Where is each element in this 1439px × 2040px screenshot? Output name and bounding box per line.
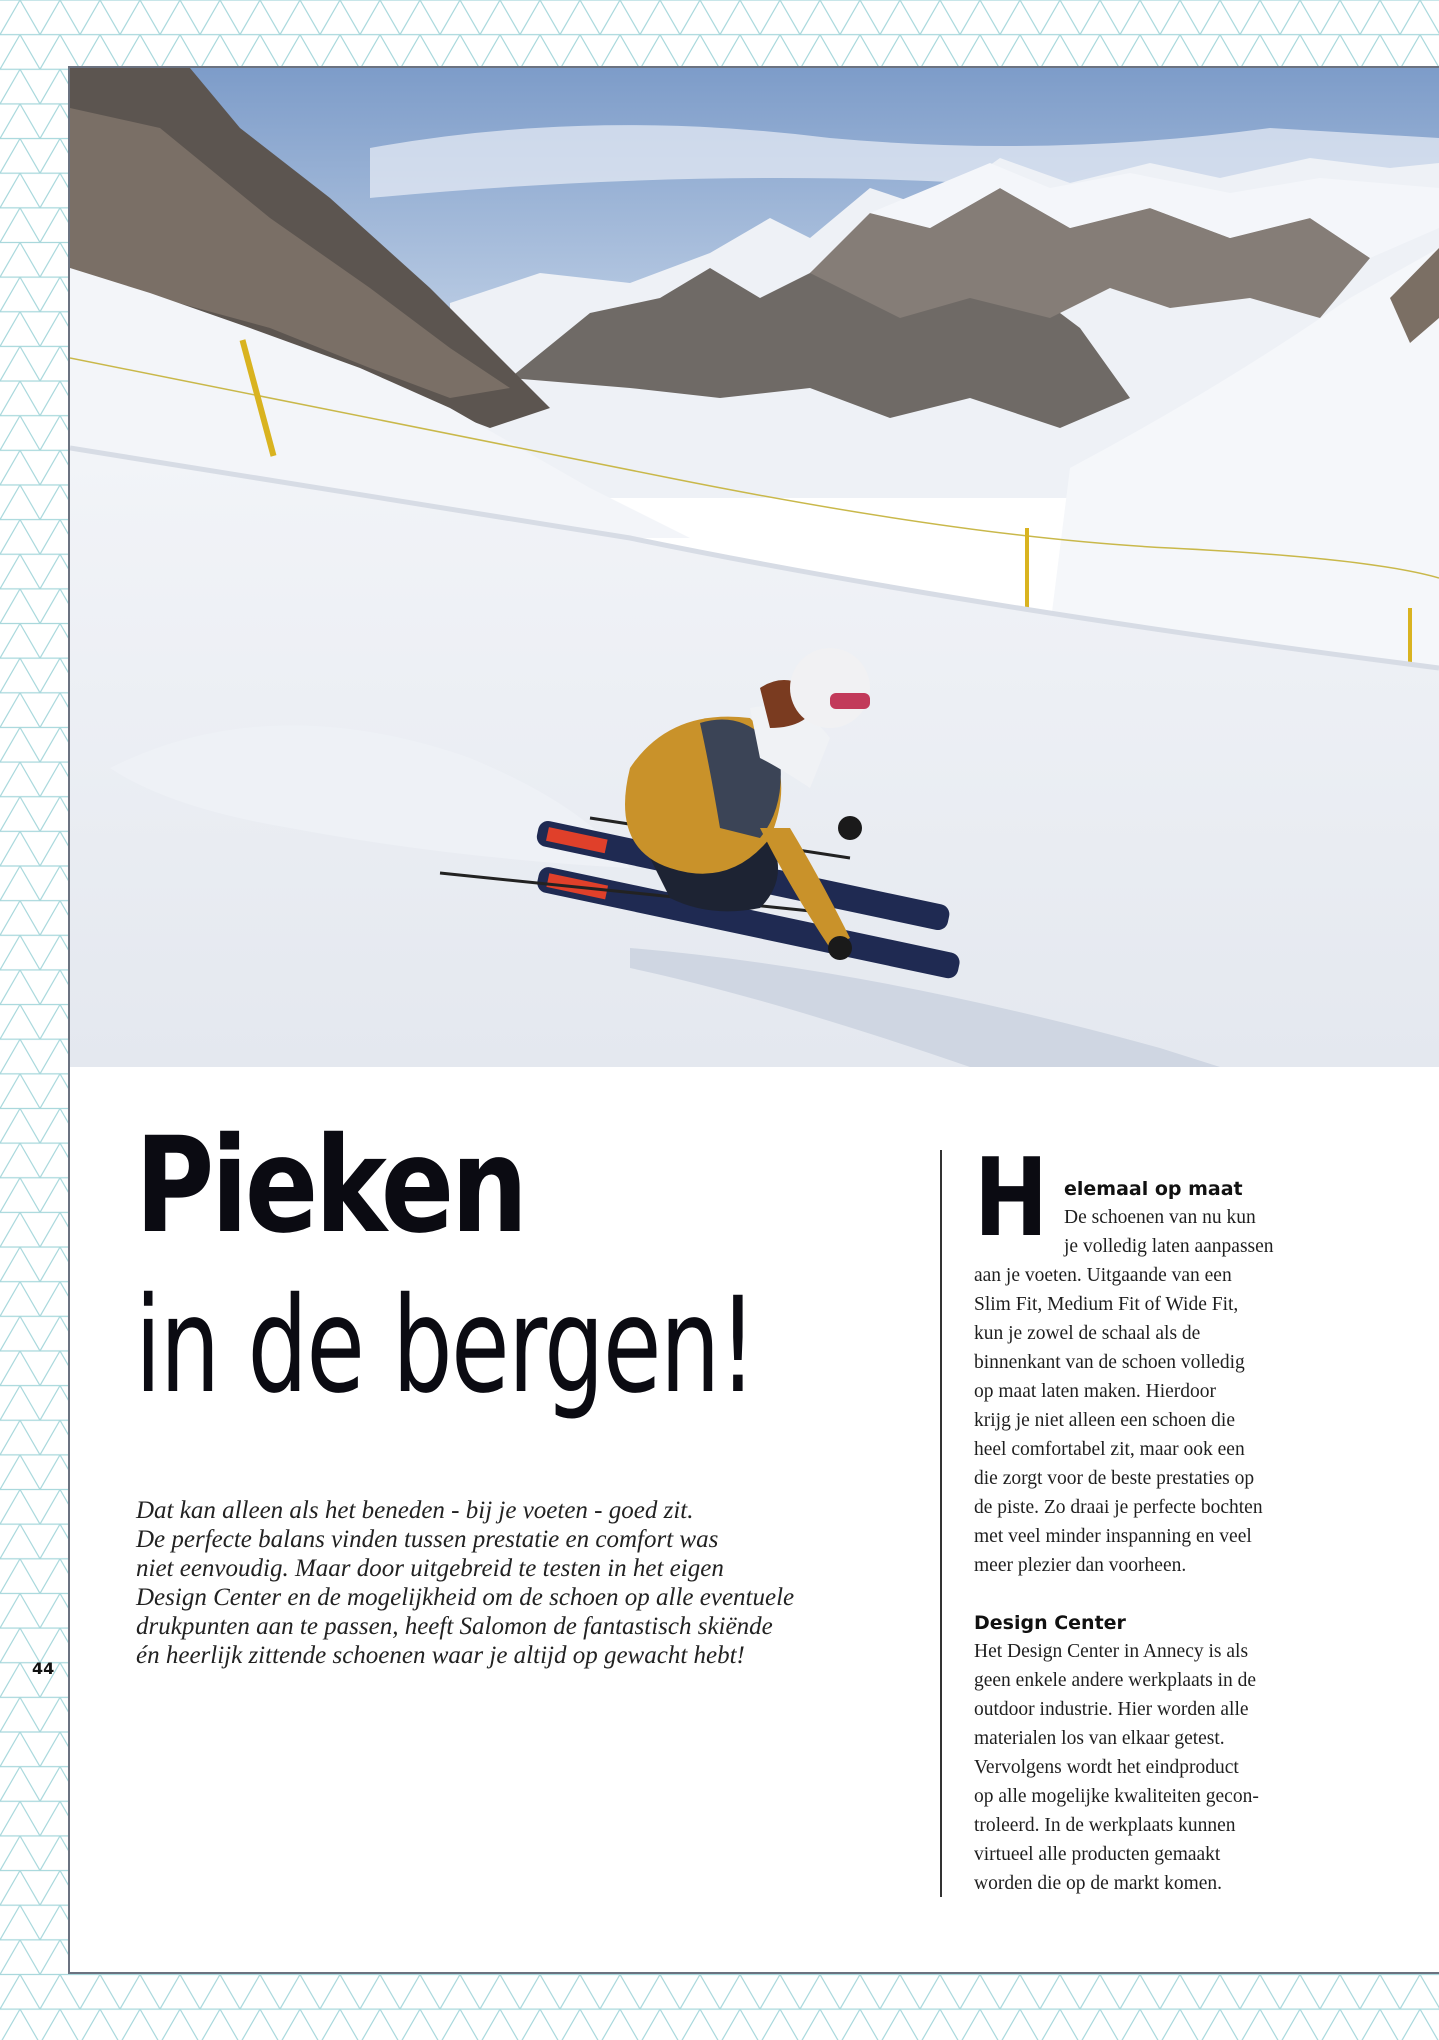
- body-line: de piste. Zo draai je perfecte bochten: [974, 1497, 1263, 1518]
- body-line: die zorgt voor de beste prestaties op: [974, 1468, 1255, 1489]
- body-line: heel comfortabel zit, maar ook een: [974, 1439, 1245, 1460]
- body-line: aan je voeten. Uitgaande van een: [974, 1265, 1232, 1286]
- article-subtitle: in de bergen!: [135, 1269, 756, 1423]
- skier-helmet: [790, 648, 870, 728]
- intro-paragraph: [136, 1496, 856, 1670]
- body-line: meer plezier dan voorheen.: [974, 1555, 1187, 1576]
- section-heading: elemaal op maat: [1064, 1178, 1243, 1200]
- body-line: geen enkele andere werkplaats in de: [974, 1670, 1257, 1691]
- intro-line: Dat kan alleen als het beneden - bij je voeten - goed zit.: [136, 1497, 694, 1524]
- skier-goggles: [830, 693, 870, 709]
- body-line: outdoor industrie. Hier worden alle: [974, 1699, 1249, 1720]
- body-line: materialen los van elkaar getest.: [974, 1728, 1225, 1749]
- body-line: op maat laten maken. Hierdoor: [974, 1381, 1217, 1402]
- body-line: je volledig laten aanpassen: [1064, 1236, 1274, 1257]
- page-number: 44: [32, 1659, 55, 1678]
- body-line: op alle mogelijke kwaliteiten gecon-: [974, 1786, 1259, 1807]
- body-line: Slim Fit, Medium Fit of Wide Fit,: [974, 1294, 1239, 1315]
- body-line: troleerd. In de werkplaats kunnen: [974, 1815, 1236, 1836]
- intro-line: niet eenvoudig. Maar door uitgebreid te testen in het eigen: [136, 1555, 724, 1582]
- drop-cap: H: [974, 1136, 1049, 1261]
- intro-line: Design Center en de mogelijkheid om de schoen op alle eventuele: [136, 1584, 795, 1611]
- body-line: worden die op de markt komen.: [974, 1873, 1223, 1894]
- body-line: met veel minder inspanning en veel: [974, 1526, 1252, 1547]
- intro-line: én heerlijk zittende schoenen waar je altijd op gewacht hebt!: [136, 1642, 745, 1669]
- hero-photo: [70, 68, 1439, 1067]
- skier-glove: [828, 936, 852, 960]
- body-line: kun je zowel de schaal als de: [974, 1323, 1201, 1344]
- body-line: Het Design Center in Annecy is als: [974, 1641, 1249, 1662]
- body-line: binnenkant van de schoen volledig: [974, 1352, 1245, 1373]
- body-line: krijg je niet alleen een schoen die: [974, 1410, 1235, 1431]
- section-heading-design-center: Design Center: [974, 1612, 1126, 1634]
- fence-pole: [1408, 608, 1412, 668]
- article-title: Pieken: [135, 1109, 525, 1263]
- column-divider: [940, 1150, 942, 1897]
- fence-pole: [1025, 528, 1029, 608]
- skier-glove: [838, 816, 862, 840]
- intro-line: De perfecte balans vinden tussen prestatie en comfort was: [136, 1526, 719, 1553]
- body-line: Vervolgens wordt het eindproduct: [974, 1757, 1239, 1778]
- body-line: virtueel alle producten gemaakt: [974, 1844, 1221, 1865]
- body-line: De schoenen van nu kun: [1064, 1207, 1256, 1228]
- intro-line: drukpunten aan te passen, heeft Salomon de fantastisch skiënde: [136, 1613, 773, 1640]
